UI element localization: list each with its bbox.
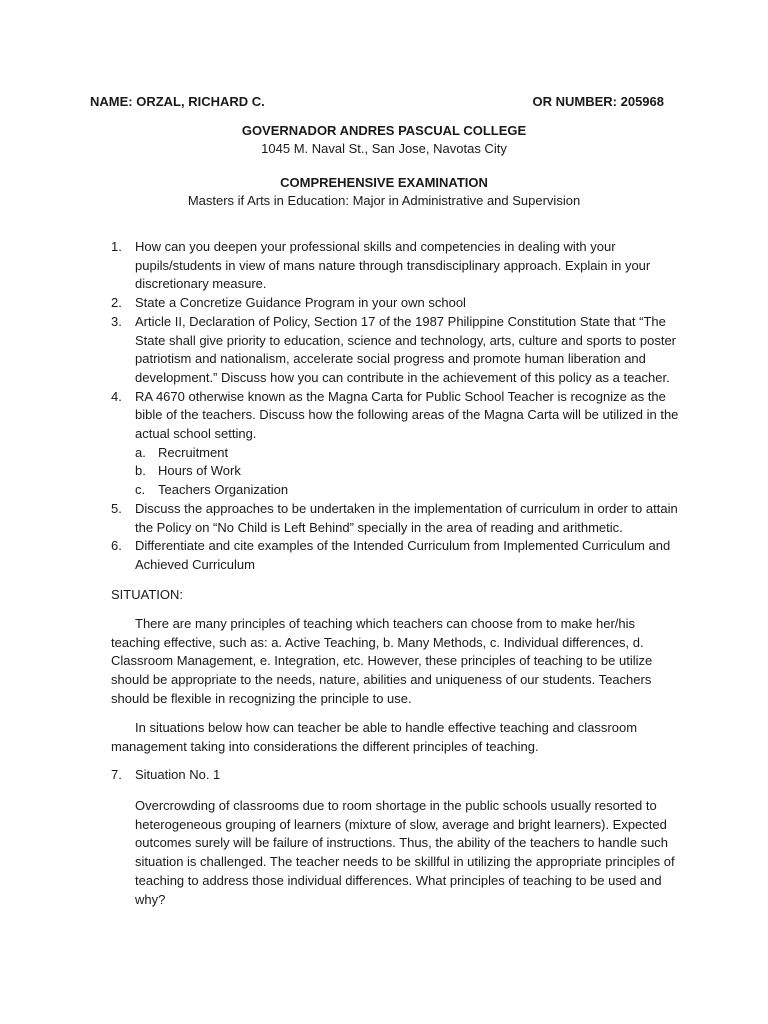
question-item — [111, 238, 679, 294]
sub-item-text: Teachers Organization — [158, 482, 289, 498]
sub-item-text: Recruitment — [158, 444, 229, 460]
question-text: How can you deepen your professional skills and competencies in dealing with your pupils/students in view of mans nature through transdisciplinary approach. Explain in your discretionary measure. — [135, 239, 651, 292]
sub-item-letter: c. — [135, 482, 146, 498]
question-item — [111, 537, 679, 574]
question-number: 6. — [111, 538, 122, 554]
situation-title: Situation No. 1 — [135, 767, 221, 782]
sub-item-letter: a. — [135, 444, 146, 460]
question-number: 4. — [111, 388, 122, 404]
situation-paragraph: In situations below how can teacher be able to handle effective teaching and classroom management taking into considerations the different principles of teaching. — [111, 720, 638, 754]
student-name: NAME: ORZAL, RICHARD C. — [90, 94, 265, 109]
question-item — [111, 294, 679, 313]
question-number: 2. — [111, 295, 122, 311]
question-text: State a Concretize Guidance Program in your own school — [135, 295, 466, 311]
sub-item-letter: b. — [135, 463, 146, 479]
sub-item — [135, 462, 679, 481]
exam-subtitle: Masters if Arts in Education: Major in Administrative and Supervision — [187, 193, 581, 208]
exam-title: COMPREHENSIVE EXAMINATION — [280, 175, 488, 190]
college-name: GOVERNADOR ANDRES PASCUAL COLLEGE — [241, 123, 527, 138]
sub-item-list — [135, 444, 679, 500]
question-item — [111, 313, 679, 388]
question-text: Differentiate and cite examples of the Intended Curriculum from Implemented Curriculum and Achieved Curriculum — [135, 538, 671, 572]
question-item — [111, 388, 679, 500]
question-text: Article II, Declaration of Policy, Section 17 of the 1987 Philippine Constitution State that “The State shall give priority to education, science and technology, arts, culture and sports to poster patriotism and nationalism, accelerate social progress and promote human liberation and development.” Discuss how you can contribute in the achievement of this policy as a teacher. — [135, 313, 677, 385]
question-number: 5. — [111, 500, 122, 516]
question-text: Discuss the approaches to be undertaken in the implementation of curriculum in order to attain the Policy on “No Child is Left Behind” specially in the area of reading and arithmetic. — [135, 500, 678, 535]
sub-item — [135, 444, 679, 463]
question-text: RA 4670 otherwise known as the Magna Carta for Public School Teacher is recognize as the bible of the teachers. Discuss how the following areas of the Magna Carta will be utilized in the actual school setting. — [135, 388, 679, 442]
sub-item-text: Hours of Work — [158, 463, 241, 479]
situation-label: SITUATION: — [111, 587, 183, 602]
sub-item — [135, 481, 679, 500]
question-number: 3. — [111, 313, 122, 329]
header-row — [90, 94, 664, 109]
or-number: OR NUMBER: 205968 — [532, 94, 664, 109]
question-number: 1. — [111, 239, 122, 254]
question-number: 7. — [111, 767, 122, 782]
question-list — [111, 238, 679, 575]
question-item — [111, 766, 679, 785]
college-address: 1045 M. Naval St., San Jose, Navotas City — [261, 141, 507, 156]
question-item — [111, 500, 679, 537]
situation-paragraph: There are many principles of teaching which teachers can choose from to make her/his teaching effective, such as: a. Active Teaching, b. Many Methods, c. Individual differences, d. Classroom Management, e. Integration, etc. However, these principles of teaching to be utilize should be appropriate to the needs, nature, abilities and uniqueness of our students. Teachers should be flexible in recognizing the principle to use. — [111, 616, 653, 706]
situation-description: Overcrowding of classrooms due to room shortage in the public schools usually resorted to heterogeneous grouping of learners (mixture of slow, average and bright learners). Expected outcomes surely will be failure of instructions. Thus, the ability of the teachers to handle such situation is challenged. The teacher needs to be skillful in utilizing the appropriate principles of teaching to address those individual differences. What principles of teaching to be used and why? — [135, 798, 675, 907]
